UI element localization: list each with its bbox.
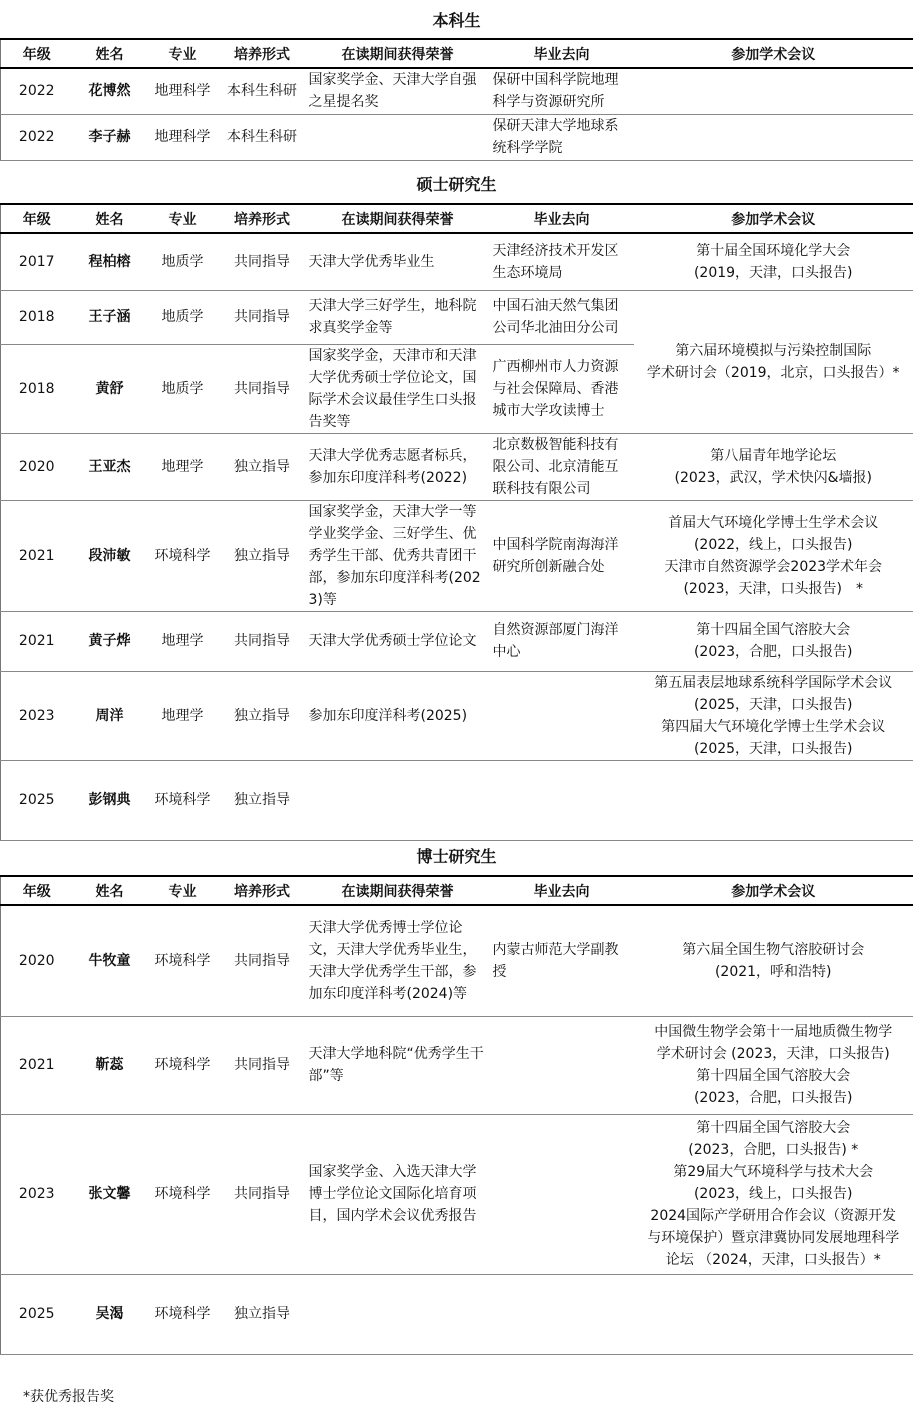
cell-destination: 中国科学院南海海洋研究所创新融合处 [490,500,634,611]
phd-title: 博士研究生 [416,847,497,866]
cell-destination: 内蒙古师范大学副教授 [490,905,634,1016]
cell-name: 黄舒 [73,344,147,433]
cell-conferences [634,114,913,160]
cell-grade: 2025 [1,760,73,840]
master-title: 硕士研究生 [416,175,497,194]
cell-destination [490,1274,634,1354]
cell-conferences [634,1114,913,1274]
cell-conferences [634,1016,913,1114]
cell-honors: 天津大学地科院“优秀学生干部”等 [306,1016,490,1114]
cell-form: 独立指导 [219,760,306,840]
conference-line: (2019，天津，口头报告) [693,264,853,281]
cell-major: 地质学 [147,233,219,290]
cell-destination: 中国石油天然气集团公司华北油田分公司 [490,290,634,344]
header-name: 姓名 [73,39,147,68]
conference-line: (2022，线上，口头报告) [693,536,853,553]
header-form: 培养形式 [219,876,306,905]
conference-line: 2024国际产学研用合作会议（资源开发 [650,1208,897,1224]
cell-conferences [634,500,913,611]
cell-honors: 天津大学优秀博士学位论文，天津大学优秀毕业生，天津大学优秀学生干部，参加东印度洋科考(2024)等 [306,905,490,1016]
header-name: 姓名 [73,876,147,905]
table-row [1,290,913,344]
cell-honors: 国家奖学金、天津大学自强之星提名奖 [306,68,490,114]
cell-grade: 2020 [1,433,73,500]
cell-form: 独立指导 [219,671,306,760]
cell-major: 地理学 [147,433,219,500]
cell-form: 独立指导 [219,433,306,500]
cell-conferences [634,671,913,760]
cell-destination: 广西柳州市人力资源与社会保障局、香港城市大学攻读博士 [490,344,634,433]
cell-destination: 保研天津大学地球系统科学学院 [490,114,634,160]
cell-name: 黄子烨 [73,611,147,671]
cell-honors: 天津大学优秀硕士学位论文 [306,611,490,671]
cell-conferences [634,233,913,290]
cell-honors: 天津大学三好学生，地科院求真奖学金等 [306,290,490,344]
cell-honors [306,114,490,160]
table-row [1,1016,913,1114]
cell-destination [490,671,634,760]
cell-name: 周洋 [73,671,147,760]
table-row [1,500,913,611]
header-conferences: 参加学术会议 [634,876,913,905]
conference-line: 第八届青年地学论坛 [710,447,837,464]
cell-name: 彭钢典 [73,760,147,840]
cell-major: 地质学 [147,344,219,433]
conference-line: (2023，天津，口头报告) * [683,580,864,597]
cell-major: 地理科学 [147,114,219,160]
header-major: 专业 [147,876,219,905]
conference-line: 第五届表层地球系统科学国际学术会议 [654,674,893,691]
header-honors: 在读期间获得荣誉 [306,876,490,905]
table-row [1,433,913,500]
conference-line: (2021，呼和浩特) [714,963,832,980]
header-grade: 年级 [1,39,73,68]
cell-grade: 2020 [1,905,73,1016]
cell-form: 独立指导 [219,500,306,611]
cell-major: 环境科学 [147,1274,219,1354]
conference-line: 中国微生物学会第十一届地质微生物学 [654,1024,893,1040]
table-row [1,905,913,1016]
cell-major: 地理学 [147,671,219,760]
header-conferences: 参加学术会议 [634,204,913,233]
cell-major: 地理学 [147,611,219,671]
cell-major: 环境科学 [147,1114,219,1274]
cell-name: 张文馨 [73,1114,147,1274]
cell-honors: 参加东印度洋科考(2025) [306,671,490,760]
cell-destination: 北京数极智能科技有限公司、北京清能互联科技有限公司 [490,433,634,500]
header-destination: 毕业去向 [490,39,634,68]
cell-conferences [634,433,913,500]
cell-grade: 2022 [1,114,73,160]
conference-line: (2023，武汉，学术快闪&墙报) [674,469,872,486]
conference-line: 第十届全国环境化学大会 [696,242,851,259]
cell-destination [490,760,634,840]
cell-honors: 天津大学优秀志愿者标兵，参加东印度洋科考(2022) [306,433,490,500]
cell-form: 共同指导 [219,344,306,433]
conference-line: 第十四届全国气溶胶大会 [696,1068,851,1084]
header-conferences: 参加学术会议 [634,39,913,68]
cell-grade: 2023 [1,671,73,760]
cell-name: 吴渴 [73,1274,147,1354]
cell-grade: 2017 [1,233,73,290]
cell-grade: 2018 [1,344,73,433]
cell-conferences [634,760,913,840]
table-row [1,611,913,671]
conference-line: (2023，合肥，口头报告) [693,1090,853,1106]
cell-major: 地理科学 [147,68,219,114]
table-row [1,671,913,760]
conference-line: 第四届大气环境化学博士生学术会议 [661,718,886,735]
cell-honors [306,760,490,840]
cell-name: 王子涵 [73,290,147,344]
cell-honors [306,1274,490,1354]
cell-grade: 2022 [1,68,73,114]
undergrad-title: 本科生 [432,11,481,30]
conference-line: (2025，天津，口头报告) [693,740,853,757]
conference-line: (2023，线上，口头报告) [693,1186,853,1202]
header-honors: 在读期间获得荣誉 [306,39,490,68]
table-header-row [1,876,913,905]
cell-name: 李子赫 [73,114,147,160]
cell-form: 本科生科研 [219,68,306,114]
cell-form: 共同指导 [219,290,306,344]
cell-grade: 2021 [1,611,73,671]
cell-form: 共同指导 [219,905,306,1016]
table-header-row [1,204,913,233]
header-form: 培养形式 [219,204,306,233]
cell-grade: 2021 [1,1016,73,1114]
header-form: 培养形式 [219,39,306,68]
cell-major: 环境科学 [147,1016,219,1114]
header-destination: 毕业去向 [490,876,634,905]
header-name: 姓名 [73,204,147,233]
header-major: 专业 [147,39,219,68]
cell-grade: 2025 [1,1274,73,1354]
cell-destination [490,1114,634,1274]
conference-line: 论坛 （2024，天津，口头报告）* [665,1252,881,1268]
conference-line: (2025，天津，口头报告) [693,696,853,713]
cell-grade: 2018 [1,290,73,344]
cell-name: 靳蕊 [73,1016,147,1114]
cell-conferences [634,611,913,671]
cell-destination: 保研中国科学院地理科学与资源研究所 [490,68,634,114]
table-row [1,68,913,114]
header-grade: 年级 [1,876,73,905]
cell-form: 共同指导 [219,1016,306,1114]
cell-honors: 国家奖学金，天津大学一等学业奖学金、三好学生、优秀学生干部、优秀共青团干部，参加东印度洋科考(2023)等 [306,500,490,611]
conference-line: 第十四届全国气溶胶大会 [696,1120,851,1136]
table-row [1,114,913,160]
header-destination: 毕业去向 [490,204,634,233]
cell-conferences [634,290,913,433]
undergrad-table [0,38,913,161]
cell-form: 共同指导 [219,1114,306,1274]
cell-honors: 天津大学优秀毕业生 [306,233,490,290]
cell-honors: 国家奖学金、入选天津大学博士学位论文国际化培育项目，国内学术会议优秀报告 [306,1114,490,1274]
conference-line: 与环境保护）暨京津冀协同发展地理科学 [647,1230,900,1246]
cell-name: 王亚杰 [73,433,147,500]
cell-destination: 天津经济技术开发区生态环境局 [490,233,634,290]
cell-conferences [634,905,913,1016]
cell-destination [490,1016,634,1114]
table-row [1,1114,913,1274]
phd-table [0,875,913,1355]
conference-line: (2023，合肥，口头报告) [693,644,853,660]
table-row [1,1274,913,1354]
cell-form: 独立指导 [219,1274,306,1354]
cell-name: 程柏榕 [73,233,147,290]
conference-line: 学术研讨会 (2023，天津，口头报告) [656,1046,890,1062]
table-row [1,760,913,840]
conference-line: 第29届大气环境科学与技术大会 [673,1164,874,1180]
cell-conferences [634,68,913,114]
cell-honors: 国家奖学金，天津市和天津大学优秀硕士学位论文，国际学术会议最佳学生口头报告奖等 [306,344,490,433]
cell-grade: 2021 [1,500,73,611]
cell-major: 地质学 [147,290,219,344]
conference-line: 第十四届全国气溶胶大会 [696,622,851,638]
cell-conferences [634,1274,913,1354]
cell-destination: 自然资源部厦门海洋中心 [490,611,634,671]
conference-line: 天津市自然资源学会2023学术年会 [664,558,883,575]
conference-line: 首届大气环境化学博士生学术会议 [668,514,879,531]
cell-form: 共同指导 [219,611,306,671]
footnote: *获优秀报告奖 [23,1389,114,1405]
cell-name: 花博然 [73,68,147,114]
cell-form: 本科生科研 [219,114,306,160]
table-row [1,233,913,290]
conference-line: 第六届环境模拟与污染控制国际 [675,342,872,359]
cell-name: 牛牧童 [73,905,147,1016]
cell-major: 环境科学 [147,500,219,611]
cell-form: 共同指导 [219,233,306,290]
cell-grade: 2023 [1,1114,73,1274]
header-honors: 在读期间获得荣誉 [306,204,490,233]
cell-major: 环境科学 [147,760,219,840]
master-table [0,203,913,841]
conference-line: 第六届全国生物气溶胶研讨会 [682,941,865,958]
header-grade: 年级 [1,204,73,233]
header-major: 专业 [147,204,219,233]
table-header-row [1,39,913,68]
cell-name: 段沛敏 [73,500,147,611]
conference-line: 学术研讨会（2019，北京，口头报告）* [646,364,900,381]
cell-major: 环境科学 [147,905,219,1016]
conference-line: (2023，合肥，口头报告) * [688,1142,859,1158]
